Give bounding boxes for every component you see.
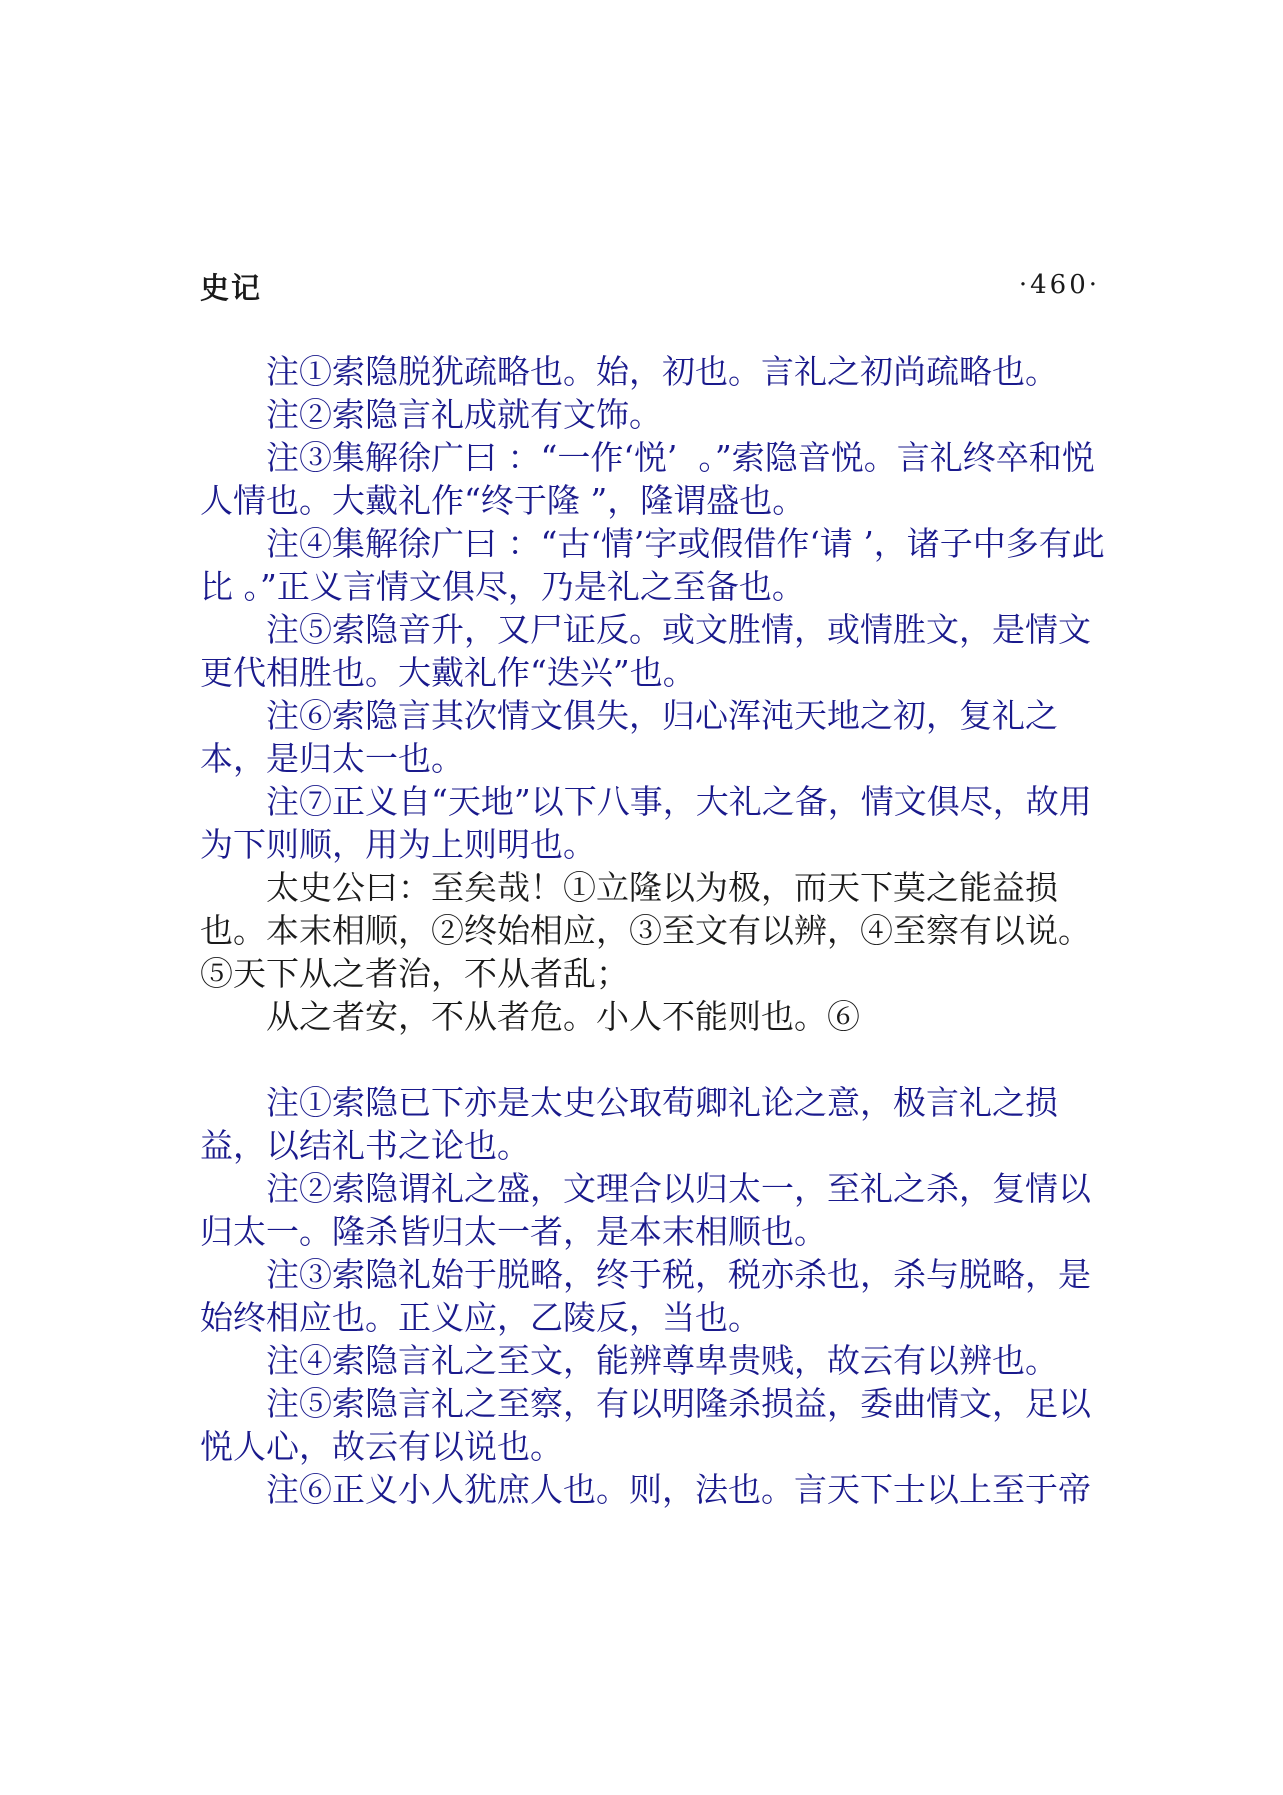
page-header	[200, 266, 1100, 310]
main-text-paragraph: 太史公曰：至矣哉！①立隆以为极，而天下莫之能益损也。本末相顺，②终始相应，③至文有以辨，④至察有以说。⑤天下从之者治，不从者乱；	[200, 868, 1091, 993]
annotation-paragraph: 注⑥正义小人犹庶人也。则，法也。言天下士以上至于帝	[266, 1470, 1091, 1509]
annotation-paragraph: 注④索隐言礼之至文，能辨尊卑贵贱，故云有以辨也。	[266, 1341, 1058, 1380]
annotation-paragraph: 注⑤索隐言礼之至察，有以明隆杀损益，委曲情文，足以悦人心，故云有以说也。	[200, 1384, 1091, 1466]
page-number: ·460·	[1018, 270, 1100, 300]
annotation-paragraph: 注②索隐言礼成就有文饰。	[266, 395, 662, 434]
annotation-paragraph: 注⑤索隐音升，又尸证反。或文胜情，或情胜文，是情文更代相胜也。大戴礼作“迭兴”也。	[200, 610, 1091, 692]
annotation-paragraph: 注①索隐脱犹疏略也。始，初也。言礼之初尚疏略也。	[266, 352, 1058, 391]
main-text-paragraph: 从之者安，不从者危。小人不能则也。⑥	[266, 997, 860, 1036]
annotation-paragraph: 注②索隐谓礼之盛，文理合以归太一，至礼之杀，复情以归太一。隆杀皆归太一者，是本末相顺也。	[200, 1169, 1091, 1251]
paragraph-gap	[200, 1038, 1118, 1081]
annotation-paragraph: 注④集解徐广曰 ：“古‘情’字或假借作‘请 ’，诸子中多有此比 。”正义言情文俱尽，乃是礼之至备也。	[200, 524, 1105, 606]
page-body	[200, 350, 1118, 1511]
annotation-paragraph: 注③索隐礼始于脱略，终于税，税亦杀也，杀与脱略，是始终相应也。正义应，乙陵反，当也。	[200, 1255, 1091, 1337]
annotation-paragraph: 注③集解徐广曰 ：“一作‘悦’ 。”索隐音悦。言礼终卒和悦人情也。大戴礼作“终于隆 ”，隆谓盛也。	[200, 438, 1095, 520]
annotation-paragraph: 注①索隐已下亦是太史公取荀卿礼论之意，极言礼之损益，以结礼书之论也。	[200, 1083, 1058, 1165]
annotation-paragraph: 注⑦正义自“天地”以下八事，大礼之备，情文俱尽，故用为下则顺，用为上则明也。	[200, 782, 1092, 864]
book-title: 史记	[200, 271, 263, 305]
annotation-paragraph: 注⑥索隐言其次情文俱失，归心浑沌天地之初，复礼之本，是归太一也。	[200, 696, 1058, 778]
